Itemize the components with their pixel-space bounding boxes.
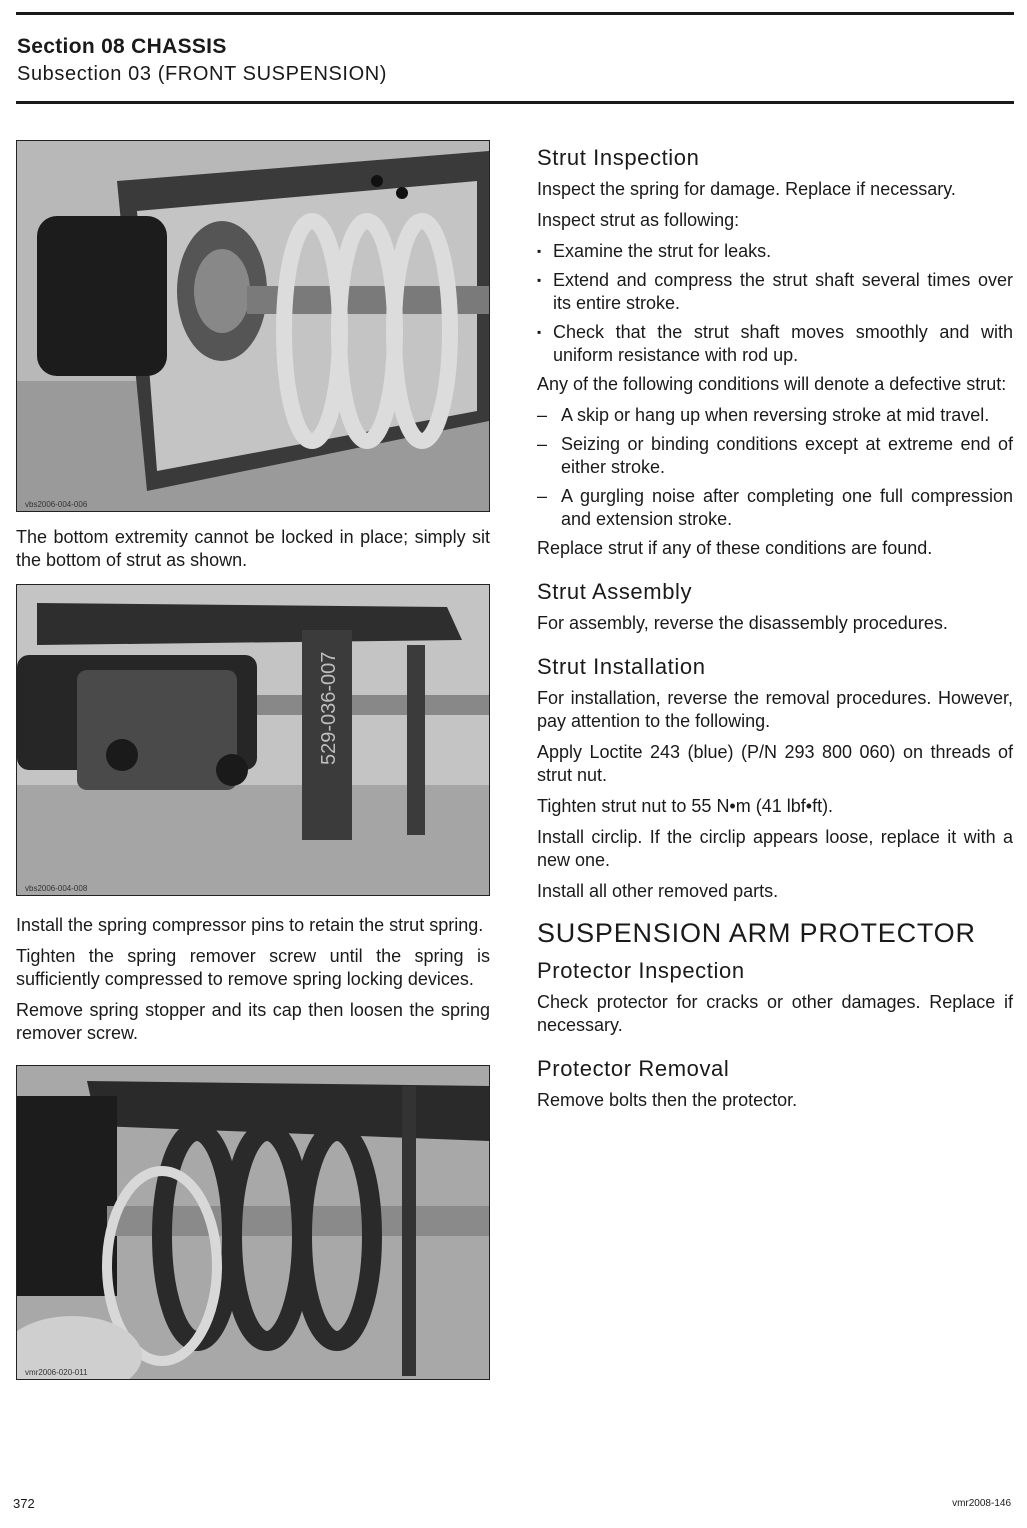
- figure-code: vbs2006-004-008: [25, 884, 88, 893]
- heading-protector-inspection: Protector Inspection: [537, 958, 745, 983]
- figure-code: vmr2006-020-011: [25, 1368, 88, 1377]
- right-column: [537, 144, 1013, 1120]
- page-number: 372: [13, 1496, 35, 1511]
- figure-code: vbs2006-004-006: [25, 500, 88, 509]
- heading-protector-removal: Protector Removal: [537, 1056, 730, 1081]
- section-title: Section 08 CHASSIS: [17, 35, 227, 58]
- para-circlip: Install circlip. If the circlip appears loose, replace it with a new one.: [537, 827, 1013, 870]
- strut-photo-1: [17, 141, 489, 511]
- para-defective-conditions: Any of the following conditions will denote a defective strut:: [537, 374, 1007, 394]
- strut-photo-3: [17, 1066, 489, 1379]
- para-protector-removal: Remove bolts then the protector.: [537, 1090, 798, 1110]
- para-installation: For installation, reverse the removal procedures. However, pay attention to the following.: [537, 688, 1013, 731]
- defect-list: [537, 404, 1013, 531]
- para-inspect-strut: Inspect strut as following:: [537, 210, 740, 230]
- strut-photo-2: [17, 585, 489, 895]
- subsection-title: Subsection 03 (FRONT SUSPENSION): [17, 63, 388, 85]
- para-inspect-spring: Inspect the spring for damage. Replace if necessary.: [537, 179, 956, 199]
- para-remove-stopper: Remove spring stopper and its cap then loosen the spring remover screw.: [16, 1000, 490, 1043]
- figure-strut-sitting: [16, 140, 490, 512]
- para-torque: Tighten strut nut to 55 N•m (41 lbf•ft).: [537, 796, 834, 816]
- para-other-parts: Install all other removed parts.: [537, 881, 779, 901]
- para-tighten-screw: Tighten the spring remover screw until the spring is sufficiently compressed to remove spring locking devices.: [16, 946, 490, 989]
- list-item: ▪ Examine the strut for leaks.: [537, 240, 1013, 263]
- header-bottom-rule: [16, 101, 1014, 104]
- heading-strut-inspection: Strut Inspection: [537, 145, 700, 170]
- document-code: vmr2008-146: [952, 1498, 1011, 1509]
- caption-strut-sitting: The bottom extremity cannot be locked in place; simply sit the bottom of strut as shown.: [16, 527, 490, 570]
- left-column: [16, 140, 490, 1380]
- header-top-rule: [16, 12, 1014, 15]
- figure-spring-compressor: [16, 584, 490, 896]
- list-item: – A skip or hang up when reversing stroke at mid travel.: [537, 404, 1013, 427]
- list-item: ▪ Check that the strut shaft moves smoothly and with uniform resistance with rod up.: [537, 321, 1013, 367]
- para-loctite: Apply Loctite 243 (blue) (P/N 293 800 060) on threads of strut nut.: [537, 742, 1013, 785]
- para-replace-strut: Replace strut if any of these conditions are found.: [537, 538, 933, 558]
- tool-number-label: 529-036-007: [318, 651, 340, 765]
- list-item: ▪ Extend and compress the strut shaft several times over its entire stroke.: [537, 269, 1013, 315]
- inspection-bullets: [537, 240, 1013, 367]
- list-item: – A gurgling noise after completing one full compression and extension stroke.: [537, 485, 1013, 531]
- list-item: – Seizing or binding conditions except at extreme end of either stroke.: [537, 433, 1013, 479]
- para-assembly: For assembly, reverse the disassembly procedures.: [537, 613, 948, 633]
- heading-suspension-arm-protector: SUSPENSION ARM PROTECTOR: [537, 918, 976, 948]
- para-install-pins: Install the spring compressor pins to retain the strut spring.: [16, 915, 484, 935]
- para-protector-inspection: Check protector for cracks or other damages. Replace if necessary.: [537, 992, 1013, 1035]
- heading-strut-installation: Strut Installation: [537, 654, 706, 679]
- heading-strut-assembly: Strut Assembly: [537, 579, 693, 604]
- figure-spring-removal: [16, 1065, 490, 1380]
